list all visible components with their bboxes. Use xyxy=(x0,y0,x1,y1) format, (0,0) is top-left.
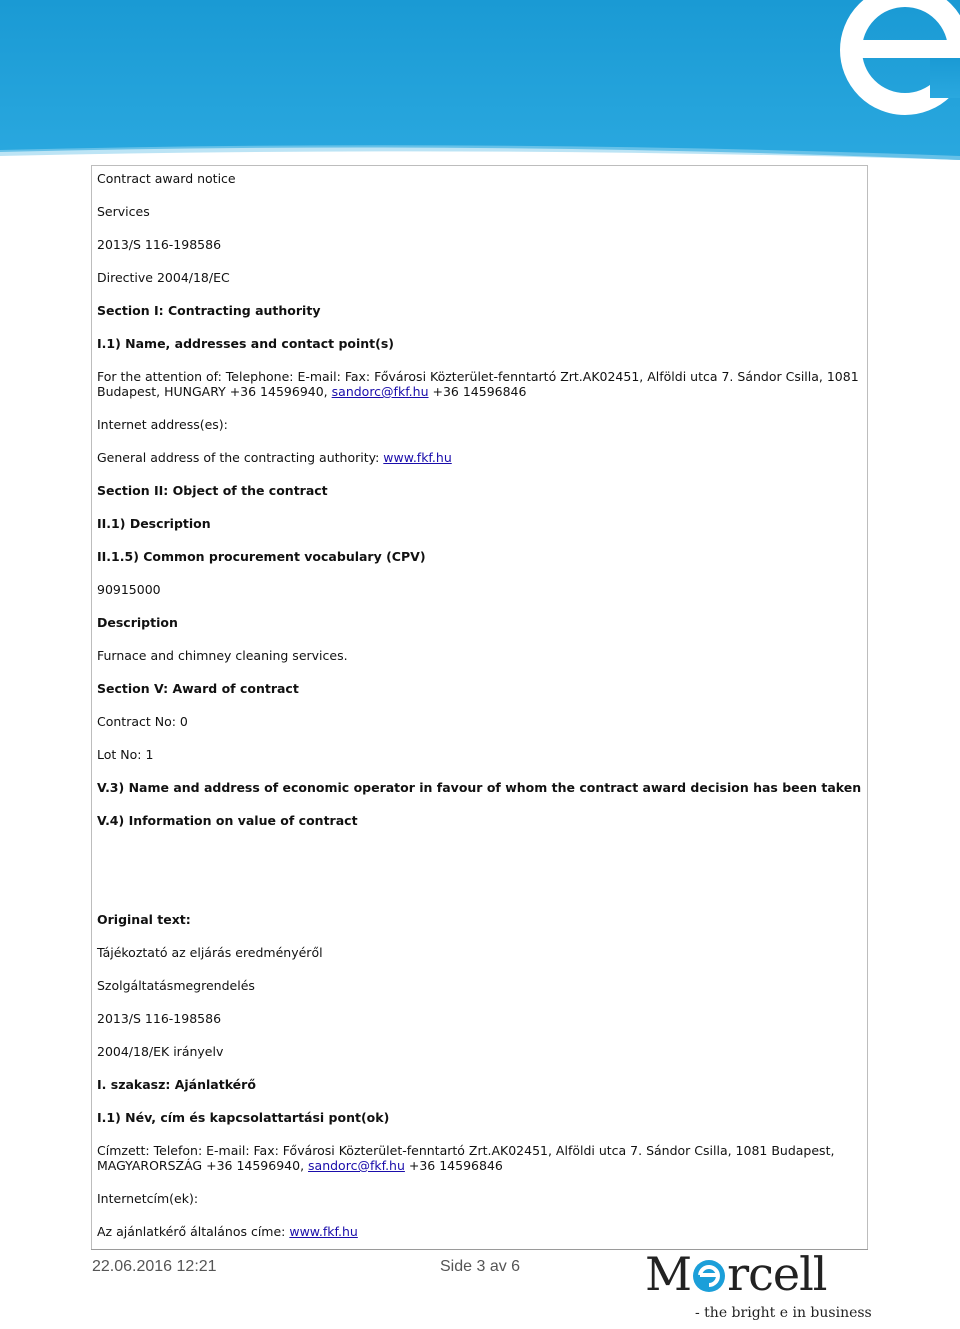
section-heading: II.1.5) Common procurement vocabulary (CPV) xyxy=(97,549,426,564)
contact-line: Címzett: Telefon: E-mail: Fax: Fővárosi Közterület-fenntartó Zrt.AK02451, Alföldi utca 7. Sándor Csilla, 1081 Budapest, xyxy=(97,1143,835,1158)
contact-line xyxy=(97,1158,857,1173)
doc-line: Szolgáltatásmegrendelés xyxy=(97,978,255,993)
doc-line: 2004/18/EK irányelv xyxy=(97,1044,224,1059)
contact-line xyxy=(97,384,857,399)
footer-page-number: Side 3 av 6 xyxy=(440,1258,521,1275)
general-address-label: Az ajánlatkérő általános címe: xyxy=(97,1224,290,1239)
section-heading: Description xyxy=(97,615,178,630)
general-address xyxy=(97,1224,857,1239)
section-heading: V.4) Information on value of contract xyxy=(97,813,358,828)
logo-letters: rcell xyxy=(727,1247,827,1301)
header-banner xyxy=(0,0,960,170)
section-heading: I. szakasz: Ajánlatkérő xyxy=(97,1077,256,1092)
contact-text: MAGYARORSZÁG +36 14596940, xyxy=(97,1158,309,1173)
email-link[interactable]: sandorc@fkf.hu xyxy=(308,1158,405,1173)
general-address-label: General address of the contracting authority: xyxy=(97,450,384,465)
doc-line: Contract No: 0 xyxy=(97,714,188,729)
contact-line: For the attention of: Telephone: E-mail: Fax: Fővárosi Közterület-fenntartó Zrt.AK02451, Alföldi utca 7. Sándor Csilla, 1081 xyxy=(97,369,859,384)
contact-text: Budapest, HUNGARY +36 14596940, xyxy=(97,384,332,399)
marcell-logo xyxy=(643,1247,872,1323)
logo-tagline: - the bright e in business xyxy=(695,1305,872,1321)
doc-line: Lot No: 1 xyxy=(97,747,154,762)
doc-line: 90915000 xyxy=(97,582,161,597)
general-address xyxy=(97,450,857,465)
internet-label: Internetcím(ek): xyxy=(97,1191,199,1206)
contact-text: +36 14596846 xyxy=(404,1158,503,1173)
website-link[interactable]: www.fkf.hu xyxy=(289,1224,358,1239)
doc-line: 2013/S 116-198586 xyxy=(97,1011,222,1026)
doc-line: 2013/S 116-198586 xyxy=(97,237,222,252)
doc-line: Tájékoztató az eljárás eredményéről xyxy=(97,945,323,960)
logo-e-icon xyxy=(691,1258,727,1294)
section-heading: V.3) Name and address of economic operator in favour of whom the contract award decision has been taken xyxy=(97,780,862,795)
internet-label: Internet address(es): xyxy=(97,417,228,432)
document-content xyxy=(91,165,868,1250)
section-heading: II.1) Description xyxy=(97,516,211,531)
footer-date: 22.06.2016 12:21 xyxy=(92,1258,217,1275)
section-heading: I.1) Name, addresses and contact point(s) xyxy=(97,336,395,351)
doc-line: Contract award notice xyxy=(97,171,236,186)
website-link[interactable]: www.fkf.hu xyxy=(383,450,452,465)
doc-line: Directive 2004/18/EC xyxy=(97,270,230,285)
section-heading: Section II: Object of the contract xyxy=(97,483,328,498)
logo-letter: M xyxy=(645,1247,692,1301)
logo-wordmark xyxy=(645,1247,827,1301)
contact-text: +36 14596846 xyxy=(428,384,527,399)
original-text-label: Original text: xyxy=(97,912,191,927)
section-heading: Section I: Contracting authority xyxy=(97,303,321,318)
section-heading: I.1) Név, cím és kapcsolattartási pont(ok) xyxy=(97,1110,390,1125)
section-heading: Section V: Award of contract xyxy=(97,681,299,696)
doc-line: Services xyxy=(97,204,150,219)
doc-line: Furnace and chimney cleaning services. xyxy=(97,648,348,663)
email-link[interactable]: sandorc@fkf.hu xyxy=(331,384,429,399)
